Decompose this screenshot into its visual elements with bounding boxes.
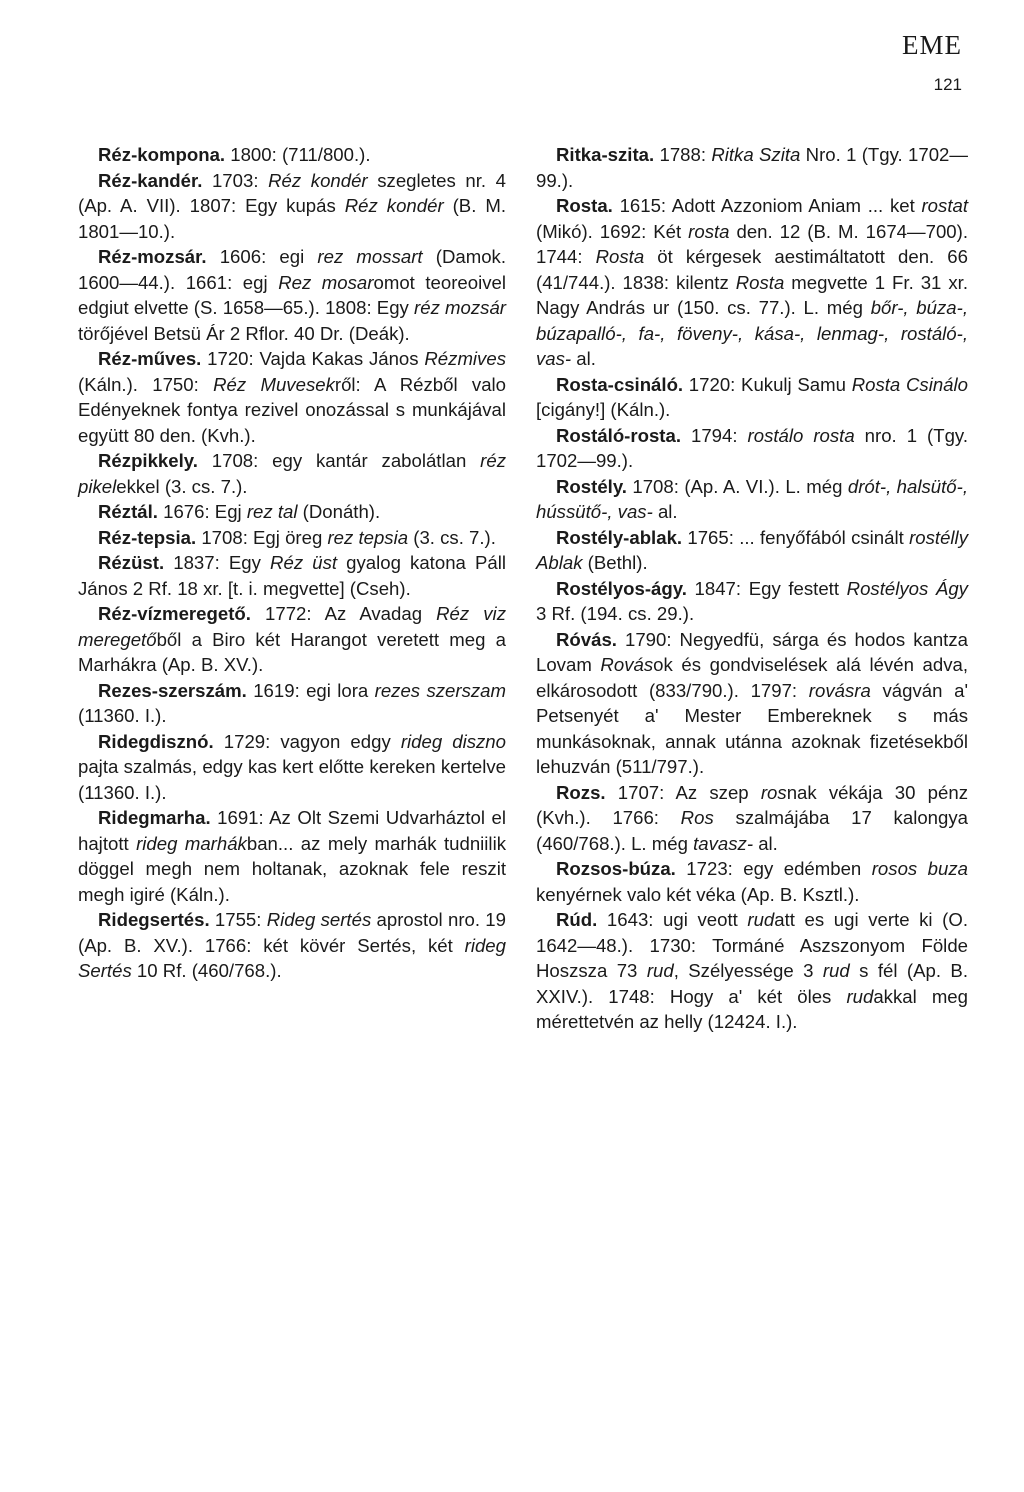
entry-text: , Szélyessége 3 (673, 960, 823, 981)
dictionary-entry (78, 525, 506, 551)
entry-headword: Rostély. (556, 475, 627, 497)
entry-text: 1708: (Ap. A. VI.). L. még (626, 475, 848, 497)
entry-text: al. (571, 348, 596, 369)
entry-headword: Ridegmarha. (98, 807, 211, 828)
entry-headword: Rézüst. (98, 552, 165, 573)
dictionary-entry (536, 907, 968, 1035)
entry-headword: Réz-műves. (98, 348, 202, 369)
entry-text: 1837: Egy (164, 552, 271, 573)
entry-text: 1729: vagyon edgy (213, 730, 401, 752)
dictionary-entry (536, 193, 968, 372)
entry-headword: Réz-kompona. (98, 144, 226, 165)
entry-headword: Rúd. (556, 909, 598, 930)
entry-headword: Rosta-csináló. (556, 373, 684, 395)
entry-headword: Rosta. (556, 195, 613, 216)
entry-text: pajta szalmás, edgy kas kert előtte kereken kertelve (11360. I.). (78, 756, 506, 803)
entry-headword: Rozs. (556, 781, 606, 803)
entry-text: s fél (Ap. B. XXIV.). 1748: Hogy a' két öles (536, 960, 968, 1007)
entry-text: (Mikó). 1692: Két (536, 220, 689, 242)
entry-text: 1794: (681, 424, 748, 446)
entry-text: gyalog katona Páll János 2 Rf. 18 xr. [t. i. megvette] (Cseh). (78, 552, 506, 599)
italic-term: Réz üst (270, 552, 338, 573)
italic-term: rideg marhák (136, 832, 247, 854)
entry-text: nro. 1 (Tgy. 1702—99.). (536, 424, 968, 471)
entry-text: (Bethl). (582, 552, 648, 573)
entry-text: al. (652, 501, 678, 522)
entry-text: 1723: egy edémben (675, 858, 872, 879)
entry-text: szalmájába 17 kalongya (460/768.). L. még (536, 807, 968, 854)
dictionary-entry (536, 576, 968, 627)
italic-term: Réz kondér (344, 195, 444, 216)
entry-text: att es ugi verte ki (O. 1642—48.). 1730: Tormáné Aszszonyom Földe Hoszsza 73 (536, 909, 968, 981)
italic-term: rovásra (808, 679, 871, 701)
entry-text: Nro. 1 (Tgy. 1702—99.). (536, 144, 968, 191)
dictionary-entry (78, 142, 506, 168)
entry-text: 1606: egi (206, 246, 318, 267)
dictionary-entry (536, 856, 968, 907)
italic-term: Réz kondér (268, 169, 368, 191)
italic-term: Rosta (735, 271, 785, 293)
entry-text: megvette 1 Fr. 31 xr. Nagy András ur (150. cs. 77.). L. még (536, 271, 968, 318)
entry-text: nak vékája 30 pénz (Kvh.). 1766: (536, 781, 968, 828)
italic-term: bőr-, búza-, búzapalló-, fa-, föveny-, kása-, lenmag-, rostáló-, vas- (536, 297, 968, 369)
entry-text: (3. cs. 7.). (408, 526, 496, 548)
entry-text: ban... az mely marhák tudniilik döggel megh nem holtanak, azoknak fele reszit megh igiré (Káln.). (78, 832, 506, 905)
dictionary-entry (78, 448, 506, 499)
italic-term: rud (846, 985, 874, 1007)
entry-text: ről: A Rézből valo Edényeknek fontya rezivel onozással s munkájával együtt 80 den. (Kvh.). (78, 373, 507, 446)
entry-text: öt kérgesek aestimáltatott den. 66 (41/744.). 1838: kilentz (536, 246, 968, 293)
entry-headword: Ridegdisznó. (98, 730, 214, 752)
entry-text: 1708: egy kantár zabolátlan (197, 450, 481, 471)
entry-text: 3 Rf. (194. cs. 29.). (536, 603, 695, 624)
italic-term: rideg diszno (400, 730, 506, 752)
right-column (536, 142, 968, 1035)
entry-headword: Réz-vízmeregető. (98, 603, 251, 624)
entry-text: ok és gondviselések alá lévén adva, elkárosodott (833/790.). 1797: (536, 654, 968, 701)
dictionary-entry (536, 372, 968, 423)
italic-term: rud (646, 960, 674, 981)
entry-text: [cigány!] (Káln.). (536, 399, 671, 420)
entry-text: 1691: Az Olt Szemi Udvarháztol el hajtott (78, 807, 506, 854)
dictionary-entry (78, 244, 506, 346)
entry-text: törőjével Betsü Ár 2 Rflor. 40 Dr. (Deák). (78, 322, 410, 344)
dictionary-entry (78, 601, 506, 678)
entry-headword: Réz-kandér. (98, 169, 203, 191)
entry-headword: Rozsos-búza. (556, 858, 676, 879)
entry-text: szegletes nr. 4 (Ap. A. VII). 1807: Egy kupás (78, 169, 506, 216)
italic-term: Rézmives (424, 348, 506, 369)
dictionary-entry (78, 805, 506, 907)
entry-text: 1676: Egj (157, 501, 247, 522)
entry-headword: Rezes-szerszám. (98, 679, 247, 701)
dictionary-entry (78, 729, 506, 806)
entry-headword: Ritka-szita. (556, 144, 655, 165)
italic-term: rud (822, 960, 850, 981)
entry-headword: Rostáló-rosta. (556, 424, 682, 446)
entry-text: den. 12 (B. M. 1674—700). 1744: (536, 220, 969, 267)
italic-term: réz mozsár (414, 297, 506, 318)
entry-text: 1800: (711/800.). (225, 144, 371, 165)
italic-term: rosta (688, 220, 730, 242)
dictionary-entry (78, 550, 506, 601)
entry-text: kenyérnek valo két véka (Ap. B. Ksztl.). (536, 883, 860, 905)
entry-headword: Réz-mozsár. (98, 246, 207, 267)
entry-headword: Réz-tepsia. (98, 526, 197, 548)
entry-headword: Róvás. (556, 628, 617, 650)
running-head: EME (902, 30, 962, 60)
entry-text: 1765: ... fenyőfából csinált (682, 526, 910, 548)
italic-term: rostélly Ablak (536, 526, 968, 573)
italic-term: rez tepsia (327, 526, 409, 548)
page-number: 121 (933, 75, 962, 94)
entry-headword: Rostélyos-ágy. (556, 577, 687, 599)
entry-text: (11360. I.). (78, 705, 167, 726)
entry-text: 10 Rf. (460/768.). (131, 960, 282, 981)
dictionary-entry (78, 907, 506, 984)
italic-term: Ritka Szita (711, 144, 801, 165)
dictionary-entry (536, 474, 968, 525)
entry-text: 1643: ugi veott (597, 909, 748, 930)
dictionary-entry (536, 780, 968, 857)
italic-term: ros (760, 781, 787, 803)
italic-term: rud (747, 909, 775, 930)
dictionary-entry (536, 525, 968, 576)
entry-text: akkal meg mérettetvén az helly (12424. I.). (536, 985, 968, 1032)
entry-text: (Damok. 1600—44.). 1661: egj (78, 246, 507, 293)
italic-term: rostat (921, 195, 968, 216)
italic-term: réz pikel (78, 450, 506, 497)
entry-headword: Réztál. (98, 501, 158, 522)
dictionary-entry (536, 142, 968, 193)
page-header (762, 30, 962, 98)
entry-text: 1707: Az szep (605, 781, 761, 803)
dictionary-entry (78, 499, 506, 525)
italic-term: tavasz- (693, 832, 754, 854)
entry-headword: Rézpikkely. (98, 450, 198, 471)
entry-text: al. (753, 832, 778, 854)
entry-text: 1619: egi lora (246, 679, 375, 701)
entry-text: (Donáth). (297, 501, 381, 522)
entry-text: 1703: (202, 169, 269, 191)
italic-term: rez mossart (317, 246, 423, 267)
italic-term: rideg Sertés (78, 934, 506, 981)
italic-term: drót-, halsütő-, hússütő-, vas- (536, 475, 968, 522)
entry-text: vágván a' Petsenyét a' Mester Embereknek s más munkásoknak, annak utánna azoknak fizetésekből lehuzván (511/797.). (536, 679, 968, 777)
entry-text: 1615: Adott Azzoniom Aniam ... ket (612, 195, 922, 216)
entry-text: (Káln.). 1750: (78, 373, 214, 395)
italic-term: Rez mosar (278, 271, 374, 293)
italic-term: rostálo rosta (747, 424, 855, 446)
dictionary-entry (78, 678, 506, 729)
dictionary-entry (78, 346, 506, 448)
entry-text: 1755: (209, 909, 267, 930)
italic-term: Rovás (600, 654, 654, 675)
italic-term: Rostélyos Ágy (846, 577, 968, 599)
entry-text: 1790: Negyedfü, sárga és hodos kantza Lovam (536, 628, 968, 675)
entry-text: ekkel (3. cs. 7.). (116, 475, 248, 497)
italic-term: Ros (680, 807, 714, 828)
italic-term: rezes szerszam (374, 679, 506, 701)
italic-term: Réz Muvesek (213, 373, 335, 395)
entry-text: ből a Biro két Harangot veretett meg a Marhákra (Ap. B. XV.). (78, 628, 506, 675)
entry-headword: Ridegsertés. (98, 909, 210, 930)
italic-term: rosos buza (871, 858, 968, 879)
italic-term: Rideg sertés (266, 909, 372, 930)
entry-text: 1847: Egy festett (686, 577, 847, 599)
entry-text: 1772: Az Avadag (250, 603, 437, 624)
left-column (78, 142, 506, 984)
italic-term: Réz viz meregető (78, 603, 506, 650)
entry-text: 1720: Kukulj Samu (683, 373, 852, 395)
italic-term: rez tal (246, 501, 298, 522)
entry-text: aprostol nro. 19 (Ap. B. XV.). 1766: két kövér Sertés, két (78, 909, 506, 956)
entry-headword: Rostély-ablak. (556, 526, 683, 548)
dictionary-entry (78, 168, 506, 245)
entry-text: 1788: (654, 144, 712, 165)
italic-term: Rosta Csinálo (851, 373, 968, 395)
dictionary-entry (536, 627, 968, 780)
entry-text: (B. M. 1801—10.). (78, 195, 506, 242)
dictionary-entry (536, 423, 968, 474)
entry-text: 1720: Vajda Kakas János (201, 348, 425, 369)
entry-text: 1708: Egj öreg (196, 526, 328, 548)
italic-term: Rosta (595, 246, 645, 267)
entry-text: omot teoreoivel edgiut elvette (S. 1658—65.). 1808: Egy (78, 271, 506, 318)
